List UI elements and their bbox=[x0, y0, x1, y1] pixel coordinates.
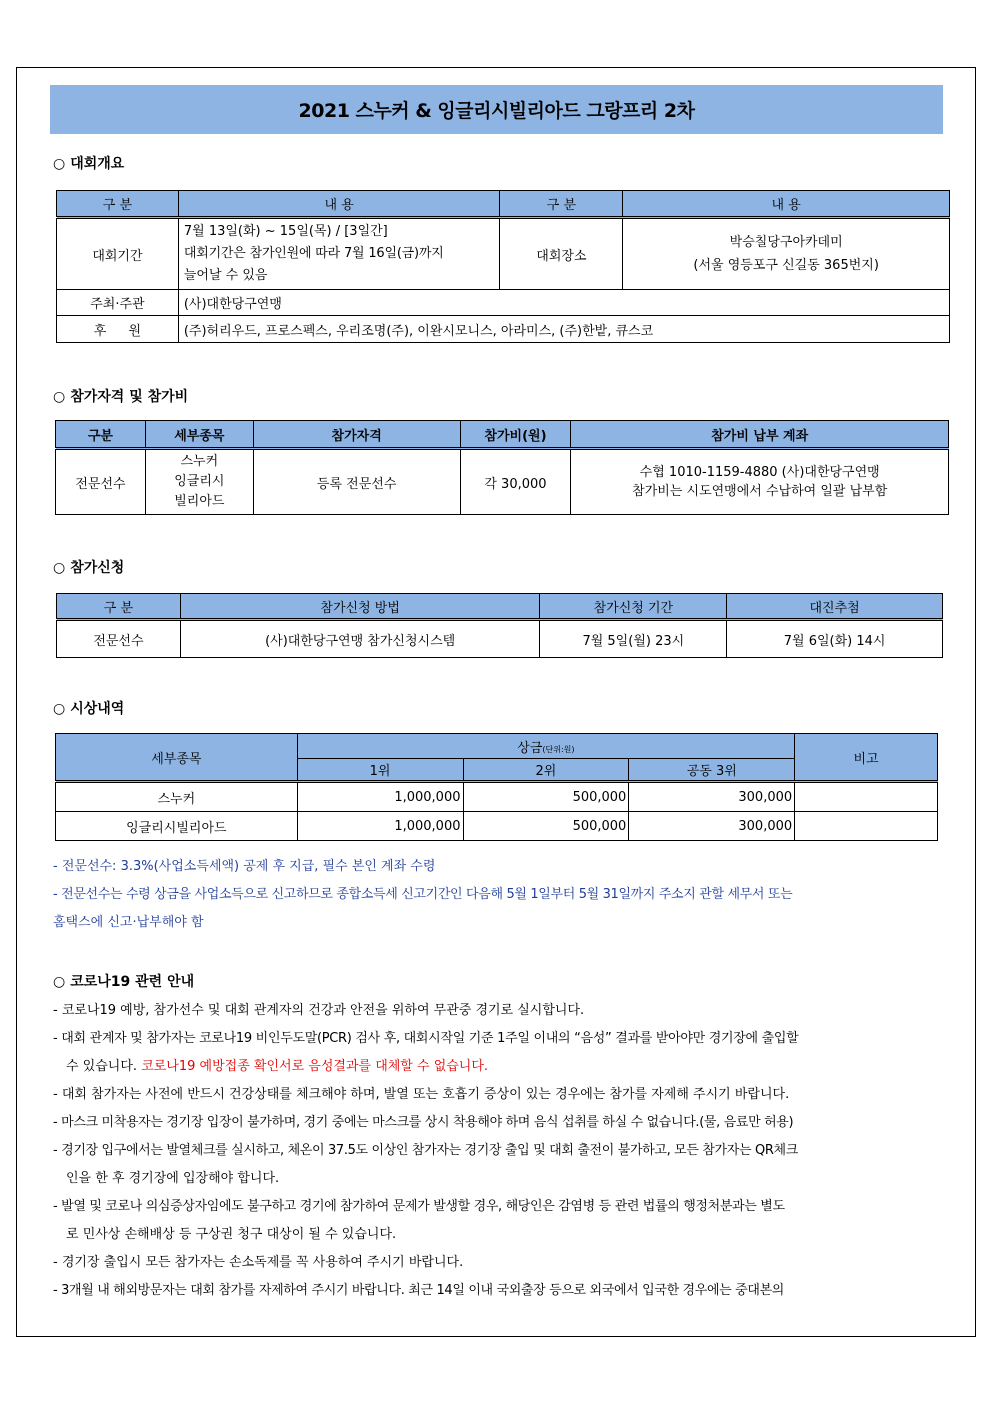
eligibility-type: 전문선수 bbox=[56, 449, 146, 515]
notice-line: - 코로나19 예방, 참가선수 및 대회 관계자의 건강과 안전을 위하여 무관중 경기로 실시합니다. bbox=[53, 1003, 585, 1018]
venue-line: 박승칠당구아카데미 bbox=[729, 235, 843, 250]
prize-header-note: 비고 bbox=[795, 734, 938, 782]
application-method: (사)대한당구연맹 참가신청시스템 bbox=[180, 620, 540, 658]
section-heading-prizes bbox=[53, 698, 124, 718]
event-line: 잉글리시 bbox=[174, 474, 225, 489]
prize-event: 스누커 bbox=[56, 782, 298, 812]
table-row bbox=[56, 782, 938, 812]
notice-line: 인을 한 후 경기장에 입장해야 합니다. bbox=[66, 1171, 280, 1186]
section-heading-text: 코로나19 관련 안내 bbox=[70, 974, 195, 990]
sponsor-value: (주)허리우드, 프로스펙스, 우리조명(주), 이완시모니스, 아라미스, (주)한밭, 큐스코 bbox=[178, 316, 949, 343]
list-item bbox=[53, 1109, 963, 1137]
eligibility-header: 세부종목 bbox=[145, 421, 253, 449]
period-value bbox=[178, 218, 500, 290]
eligibility-header: 참가자격 bbox=[253, 421, 460, 449]
eligibility-header: 참가비(원) bbox=[460, 421, 571, 449]
prize-amount: 500,000 bbox=[463, 782, 629, 812]
list-item bbox=[53, 1025, 963, 1081]
section-heading-text: 참가자격 및 참가비 bbox=[70, 389, 189, 405]
notice-line: - 발열 및 코로나 의심증상자임에도 불구하고 경기에 참가하여 문제가 발생할 경우, 해당인은 감염병 등 관련 법률의 행정처분과는 별도 bbox=[53, 1199, 785, 1214]
bullet: ○ bbox=[53, 974, 66, 990]
notice-line: 로 민사상 손해배상 등 구상권 청구 대상이 될 수 있습니다. bbox=[66, 1227, 397, 1242]
list-item bbox=[53, 1193, 963, 1249]
eligibility-events bbox=[145, 449, 253, 515]
prize-note-line: 홈택스에 신고·납부해야 함 bbox=[53, 915, 204, 930]
overview-table bbox=[56, 190, 950, 343]
section-heading-eligibility bbox=[53, 386, 188, 406]
prize-amount: 300,000 bbox=[629, 812, 795, 841]
prize-header-amount bbox=[297, 734, 795, 759]
prize-place: 2위 bbox=[463, 759, 629, 782]
covid-notice-list bbox=[53, 997, 963, 1305]
application-draw: 7월 6일(화) 14시 bbox=[727, 620, 943, 658]
list-item bbox=[53, 1137, 963, 1193]
overview-header: 구 분 bbox=[57, 191, 179, 218]
page-title: 2021 스누커 & 잉글리시빌리아드 그랑프리 2차 bbox=[50, 85, 943, 134]
bullet: ○ bbox=[53, 701, 66, 717]
prize-note-line: - 전문선수: 3.3%(사업소득세액) 공제 후 지급, 필수 본인 계좌 수령 bbox=[53, 859, 436, 874]
bullet: ○ bbox=[53, 156, 66, 172]
application-period: 7월 5일(월) 23시 bbox=[540, 620, 727, 658]
prize-header-text: 상금 bbox=[517, 740, 543, 756]
bullet: ○ bbox=[53, 389, 66, 405]
period-line: 7월 13일(화) ~ 15일(목) / [3일간] bbox=[183, 224, 388, 239]
prize-event: 잉글리시빌리아드 bbox=[56, 812, 298, 841]
list-item bbox=[53, 1081, 963, 1109]
prize-header-event: 세부종목 bbox=[56, 734, 298, 782]
prize-notes bbox=[53, 853, 963, 937]
notice-line: - 마스크 미착용자는 경기장 입장이 불가하며, 경기 중에는 마스크를 상시 착용해야 하며 음식 섭취를 하실 수 없습니다.(물, 음료만 허용) bbox=[53, 1115, 794, 1130]
sponsor-label: 후 원 bbox=[57, 316, 179, 343]
table-row bbox=[56, 812, 938, 841]
period-line: 늘어날 수 있음 bbox=[183, 268, 268, 283]
notice-line: - 3개월 내 해외방문자는 대회 참가를 자제하여 주시기 바랍니다. 최근 14일 이내 국외출장 등으로 외국에서 입국한 경우에는 중대본의 bbox=[53, 1283, 785, 1298]
eligibility-qualification: 등록 전문선수 bbox=[253, 449, 460, 515]
eligibility-header: 구분 bbox=[56, 421, 146, 449]
prize-note bbox=[795, 782, 938, 812]
list-item bbox=[53, 1277, 963, 1305]
venue-line: (서울 영등포구 신길동 365번지) bbox=[693, 258, 879, 273]
notice-warning: 코로나19 예방접종 확인서로 음성결과를 대체할 수 없습니다. bbox=[137, 1059, 489, 1074]
application-table bbox=[56, 593, 943, 658]
prize-amount: 1,000,000 bbox=[297, 782, 463, 812]
section-heading-text: 대회개요 bbox=[70, 156, 125, 172]
notice-line: - 대회 관계자 및 참가자는 코로나19 비인두도말(PCR) 검사 후, 대회시작일 기준 1주일 이내의 “음성” 결과를 받아야만 경기장에 출입할 bbox=[53, 1031, 799, 1046]
eligibility-table bbox=[55, 420, 949, 515]
notice-line: - 경기장 입구에서는 발열체크를 실시하고, 체온이 37.5도 이상인 참가자는 경기장 출입 및 대회 출전이 불가하고, 모든 참가자는 QR체크 bbox=[53, 1143, 798, 1158]
prize-place: 공동 3위 bbox=[629, 759, 795, 782]
overview-header: 내 용 bbox=[623, 191, 950, 218]
event-line: 스누커 bbox=[180, 454, 219, 469]
application-header: 참가신청 방법 bbox=[180, 594, 540, 620]
application-header: 구 분 bbox=[57, 594, 181, 620]
prize-amount: 500,000 bbox=[463, 812, 629, 841]
period-line: 대회기간은 참가인원에 따라 7월 16일(금)까지 bbox=[183, 246, 444, 261]
eligibility-header: 참가비 납부 계좌 bbox=[571, 421, 949, 449]
eligibility-fee: 각 30,000 bbox=[460, 449, 571, 515]
host-value: (사)대한당구연맹 bbox=[178, 290, 949, 316]
event-line: 빌리아드 bbox=[174, 494, 225, 509]
notice-line: 수 있습니다. bbox=[66, 1059, 138, 1074]
application-header: 참가신청 기간 bbox=[540, 594, 727, 620]
eligibility-account bbox=[571, 449, 949, 515]
prize-amount: 300,000 bbox=[629, 782, 795, 812]
section-heading-overview bbox=[53, 153, 124, 173]
prize-note-line: - 전문선수는 수령 상금을 사업소득으로 신고하므로 종합소득세 신고기간인 다음해 5월 1일부터 5월 31일까지 주소지 관할 세무서 또는 bbox=[53, 887, 793, 902]
bullet: ○ bbox=[53, 560, 66, 576]
application-header: 대진추첨 bbox=[727, 594, 943, 620]
period-label: 대회기간 bbox=[57, 218, 179, 290]
host-label: 주최·주관 bbox=[57, 290, 179, 316]
list-item bbox=[53, 1249, 963, 1277]
venue-value bbox=[623, 218, 950, 290]
list-item bbox=[53, 997, 963, 1025]
section-heading-text: 참가신청 bbox=[70, 560, 125, 576]
overview-header: 내 용 bbox=[178, 191, 500, 218]
section-heading-text: 시상내역 bbox=[70, 701, 125, 717]
section-heading-application bbox=[53, 557, 124, 577]
overview-header: 구 분 bbox=[500, 191, 623, 218]
prize-amount: 1,000,000 bbox=[297, 812, 463, 841]
section-heading-covid bbox=[53, 971, 194, 991]
prize-place: 1위 bbox=[297, 759, 463, 782]
account-line: 참가비는 시도연맹에서 수납하여 일괄 납부함 bbox=[632, 484, 888, 499]
account-line: 수협 1010-1159-4880 (사)대한당구연맹 bbox=[639, 465, 880, 480]
prize-note bbox=[795, 812, 938, 841]
application-type: 전문선수 bbox=[57, 620, 181, 658]
notice-line: - 대회 참가자는 사전에 반드시 건강상태를 체크해야 하며, 발열 또는 호흡기 증상이 있는 경우에는 참가를 자제해 주시기 바랍니다. bbox=[53, 1087, 790, 1102]
notice-line: - 경기장 출입시 모든 참가자는 손소독제를 꼭 사용하여 주시기 바랍니다. bbox=[53, 1255, 464, 1270]
venue-label: 대회장소 bbox=[500, 218, 623, 290]
prize-unit: (단위:원) bbox=[542, 744, 575, 754]
prizes-table bbox=[55, 733, 938, 841]
